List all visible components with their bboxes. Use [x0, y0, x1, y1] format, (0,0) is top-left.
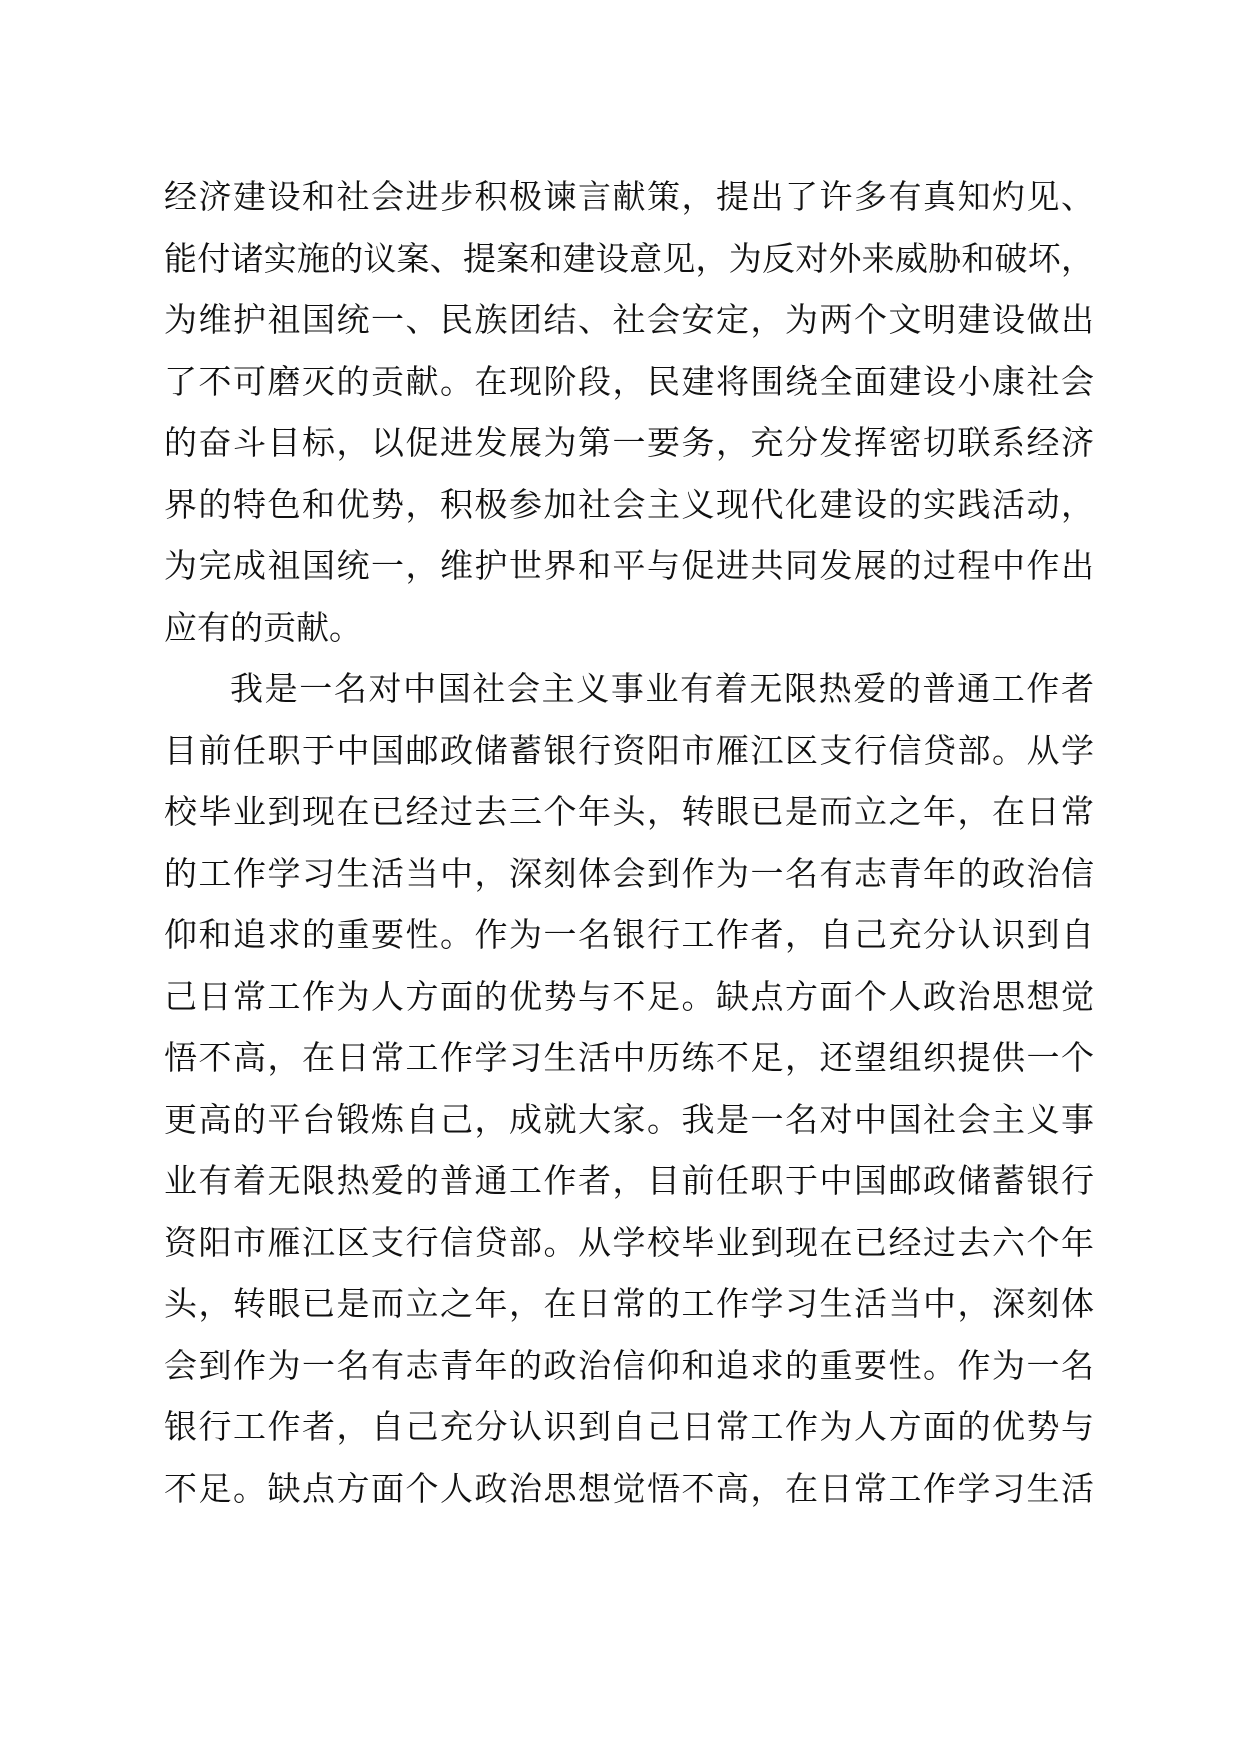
text-line: 的工作学习生活当中，深刻体会到作为一名有志青年的政治信: [164, 853, 1094, 893]
text-line: 仰和追求的重要性。作为一名银行工作者，自己充分认识到自: [164, 915, 1094, 954]
text-line: 资阳市雁江区支行信贷部。从学校毕业到现在已经过去六个年: [164, 1222, 1094, 1262]
text-line: 界的特色和优势，积极参加社会主义现代化建设的实践活动，: [164, 484, 1094, 524]
text-line: 能付诸实施的议案、提案和建设意见，为反对外来威胁和破坏，: [164, 238, 1094, 278]
text-line: 头，转眼已是而立之年，在日常的工作学习生活当中，深刻体: [164, 1284, 1094, 1323]
text-line: 经济建设和社会进步积极谏言献策，提出了许多有真知灼见、: [164, 177, 1094, 216]
text-line: 校毕业到现在已经过去三个年头，转眼已是而立之年，在日常: [164, 792, 1094, 831]
text-line: 银行工作者，自己充分认识到自己日常工作为人方面的优势与: [164, 1407, 1094, 1446]
text-line: 己日常工作为人方面的优势与不足。缺点方面个人政治思想觉: [164, 976, 1094, 1016]
paragraph-first-line: 我是一名对中国社会主义事业有着无限热爱的普通工作者: [230, 669, 1094, 708]
paragraph-end-line: 应有的贡献。: [164, 607, 362, 647]
body-text: [164, 166, 1094, 1519]
text-line: 业有着无限热爱的普通工作者，目前任职于中国邮政储蓄银行: [164, 1161, 1094, 1200]
text-line: 目前任职于中国邮政储蓄银行资阳市雁江区支行信贷部。从学: [164, 730, 1094, 770]
text-line: 更高的平台锻炼自己，成就大家。我是一名对中国社会主义事: [164, 1099, 1094, 1139]
text-line: 了不可磨灭的贡献。在现阶段，民建将围绕全面建设小康社会: [164, 361, 1094, 401]
text-line: 的奋斗目标，以促进发展为第一要务，充分发挥密切联系经济: [164, 423, 1094, 462]
text-line: 为完成祖国统一，维护世界和平与促进共同发展的过程中作出: [164, 546, 1094, 585]
text-line: 为维护祖国统一、民族团结、社会安定，为两个文明建设做出: [164, 300, 1094, 339]
text-line: 会到作为一名有志青年的政治信仰和追求的重要性。作为一名: [164, 1345, 1094, 1385]
text-line: 不足。缺点方面个人政治思想觉悟不高，在日常工作学习生活: [164, 1468, 1094, 1508]
text-line: 悟不高，在日常工作学习生活中历练不足，还望组织提供一个: [164, 1038, 1094, 1077]
